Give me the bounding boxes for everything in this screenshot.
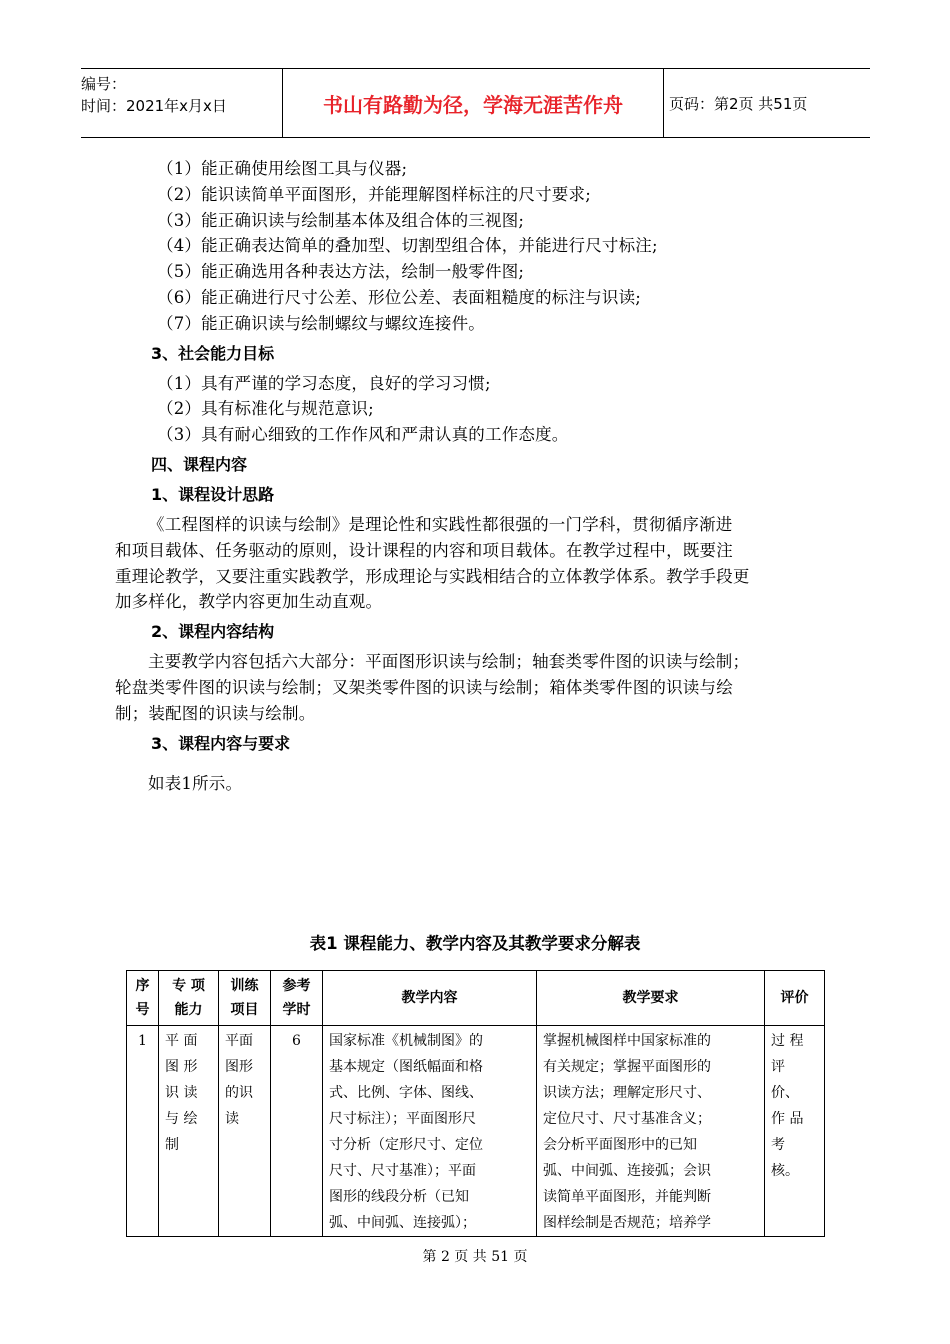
header-content: 教学内容	[323, 971, 537, 1026]
header-project: 训练 项目	[219, 971, 271, 1026]
design-heading: 1、课程设计思路	[151, 484, 275, 504]
header-no: 序 号	[127, 971, 159, 1026]
header-requirement: 教学要求	[537, 971, 765, 1026]
paragraph-line: 《工程图样的识读与绘制》是理论性和实践性都很强的一门学科，贯彻循序渐进	[148, 514, 733, 534]
list-item: （3）能正确识读与绘制基本体及组合体的三视图;	[157, 210, 525, 230]
table-header-row	[127, 971, 825, 1026]
cell-content: 国家标准《机械制图》的 基本规定（图纸幅面和格 式、比例、字体、图线、 尺寸标注）；平面图形尺 寸分析（定形尺寸、定位 尺寸、尺寸基准）；平面 图形的线段分析（已知 弧、中间弧、连接弧）；	[323, 1026, 537, 1237]
paragraph-line: 加多样化，教学内容更加生动直观。	[115, 592, 383, 612]
section-heading: 四、课程内容	[151, 454, 248, 474]
list-item: （2）具有标准化与规范意识;	[157, 399, 374, 419]
list-item: （1）能正确使用绘图工具与仪器;	[157, 159, 408, 178]
structure-heading: 2、课程内容结构	[151, 622, 275, 642]
header-motto: 书山有路勤为径，学海无涯苦作舟	[282, 69, 664, 137]
design-paragraph	[115, 512, 835, 615]
date-label: 时间：2021年x月x日	[81, 97, 227, 115]
page-footer: 第 2 页 共 51 页	[422, 1249, 528, 1265]
structure-paragraph	[115, 649, 835, 726]
list-item: （3）具有耐心细致的工作作风和严肃认真的工作态度。	[157, 425, 569, 445]
list-item: （7）能正确识读与绘制螺纹与螺纹连接件。	[157, 313, 485, 333]
social-heading: 3、社会能力目标	[151, 343, 275, 363]
header-page-info: 页码：第2页 共51页	[669, 94, 808, 113]
list-item: （4）能正确表达简单的叠加型、切割型组合体，并能进行尺寸标注;	[157, 236, 658, 256]
serial-label: 编号：	[81, 75, 127, 93]
cell-ability: 平 面 图 形 识 读 与 绘 制	[159, 1026, 219, 1237]
list-item: （6）能正确进行尺寸公差、形位公差、表面粗糙度的标注与识读;	[157, 287, 642, 307]
paragraph-line: 重理论教学，又要注重实践教学，形成理论与实践相结合的立体教学体系。教学手段更	[115, 566, 750, 586]
requirements-heading: 3、课程内容与要求	[151, 733, 291, 753]
cell-hours: 6	[271, 1026, 323, 1237]
header-evaluation: 评价	[765, 971, 825, 1026]
list-item: （2）能识读简单平面图形，并能理解图样标注的尺寸要求;	[157, 184, 591, 204]
paragraph-line: 和项目载体、任务驱动的原则，设计课程的内容和项目载体。在教学过程中，既要注	[115, 540, 733, 560]
table-row	[127, 1026, 825, 1237]
page-header	[81, 68, 870, 138]
skills-list	[115, 156, 835, 337]
paragraph-line: 轮盘类零件图的识读与绘制；叉架类零件图的识读与绘制；箱体类零件图的识读与绘	[115, 677, 733, 697]
curriculum-table	[126, 970, 825, 1237]
document-body	[115, 156, 835, 796]
see-table-note: 如表1所示。	[148, 773, 243, 793]
social-list	[115, 371, 835, 448]
cell-requirement: 掌握机械图样中国家标准的 有关规定；掌握平面图形的 识读方法；理解定形尺寸、 定位尺寸、尺寸基准含义； 会分析平面图形中的已知 弧、中间弧、连接弧；会识 读简单平面图形，并能判断 图样绘制是否规范；培养学	[537, 1026, 765, 1237]
header-hours: 参考 学时	[271, 971, 323, 1026]
header-ability: 专 项 能力	[159, 971, 219, 1026]
cell-evaluation: 过 程 评 价、 作 品 考 核。	[765, 1026, 825, 1237]
table-title: 表1 课程能力、教学内容及其教学要求分解表	[309, 934, 641, 953]
header-meta	[81, 69, 281, 137]
cell-project: 平面 图形 的识 读	[219, 1026, 271, 1237]
paragraph-line: 制；装配图的识读与绘制。	[115, 703, 316, 723]
paragraph-line: 主要教学内容包括六大部分：平面图形识读与绘制；轴套类零件图的识读与绘制；	[148, 652, 750, 672]
cell-no: 1	[127, 1026, 159, 1237]
list-item: （1）具有严谨的学习态度，良好的学习习惯;	[157, 373, 491, 393]
list-item: （5）能正确选用各种表达方法，绘制一般零件图;	[157, 262, 525, 282]
